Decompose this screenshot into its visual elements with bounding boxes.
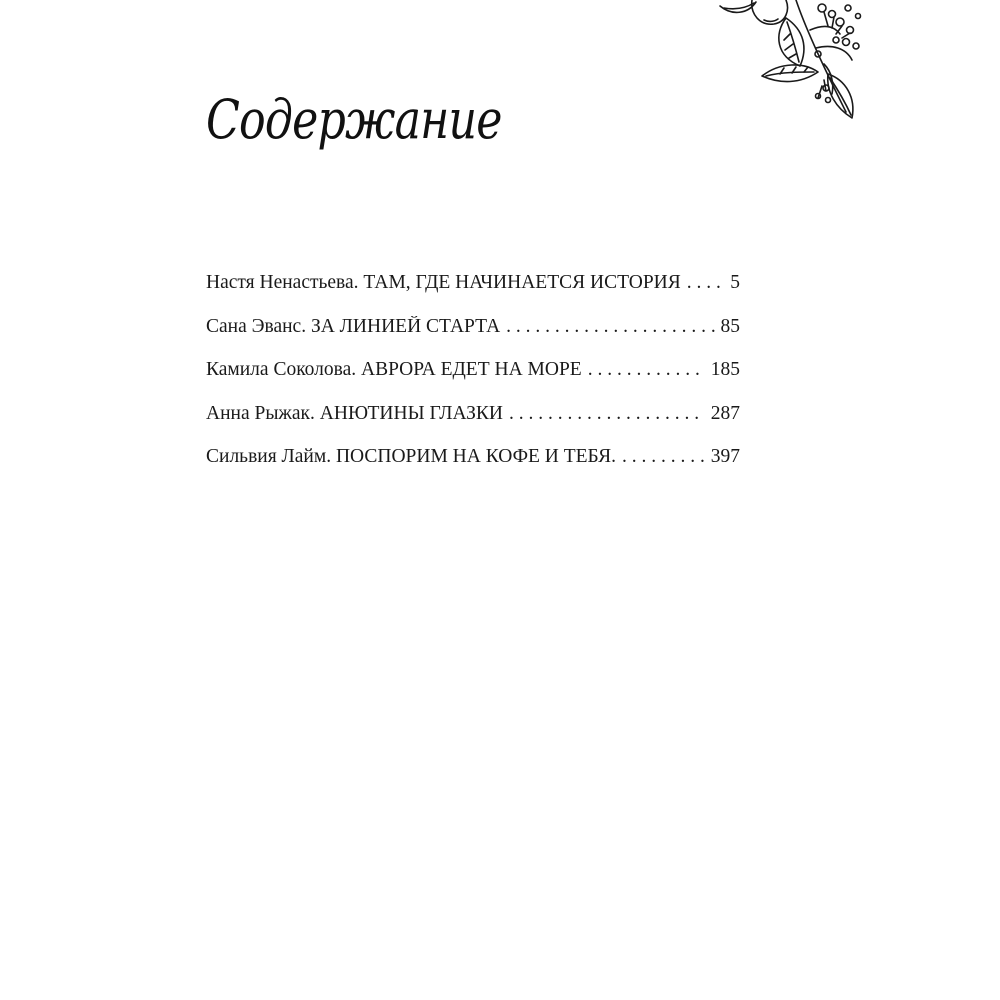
floral-branch-icon [700, 0, 880, 130]
toc-leader-dots [687, 272, 724, 294]
toc-leader-dots [506, 316, 714, 338]
toc-story: ПОСПОРИМ НА КОФЕ И ТЕБЯ. [335, 446, 616, 468]
toc-entry[interactable] [206, 272, 740, 316]
toc-page-number: 397 [710, 446, 740, 468]
toc-author: Камила Соколова. [206, 359, 357, 381]
toc-story: АВРОРА ЕДЕТ НА МОРЕ [361, 359, 582, 381]
toc-entry-text [206, 316, 500, 338]
toc-author: Настя Ненастьева. [206, 272, 359, 293]
toc-author: Сильвия Лайм. [206, 446, 332, 468]
toc-entry-text [206, 359, 582, 381]
toc-page-number: 5 [730, 272, 740, 293]
toc-entry[interactable] [206, 359, 740, 403]
toc-page-number: 287 [710, 402, 740, 424]
toc-story: АНЮТИНЫ ГЛАЗКИ [319, 402, 503, 424]
toc-entry-text [206, 446, 616, 468]
page-title: Содержание [206, 88, 502, 151]
toc-leader-dots [588, 359, 705, 381]
toc-author: Сана Эванс. [206, 315, 307, 337]
toc-page-number: 185 [710, 359, 740, 381]
toc-entry[interactable] [206, 316, 740, 360]
toc-leader-dots [509, 403, 705, 425]
table-of-contents [206, 272, 740, 490]
toc-entry-text [206, 272, 681, 294]
toc-leader-dots [622, 446, 705, 468]
toc-entry[interactable] [206, 446, 740, 490]
toc-entry-text [206, 403, 503, 425]
toc-story: ТАМ, ГДЕ НАЧИНАЕТСЯ ИСТОРИЯ [363, 272, 681, 293]
toc-author: Анна Рыжак. [206, 402, 315, 424]
toc-entry[interactable] [206, 403, 740, 447]
toc-page-number: 85 [720, 315, 740, 337]
toc-story: ЗА ЛИНИЕЙ СТАРТА [310, 315, 501, 337]
